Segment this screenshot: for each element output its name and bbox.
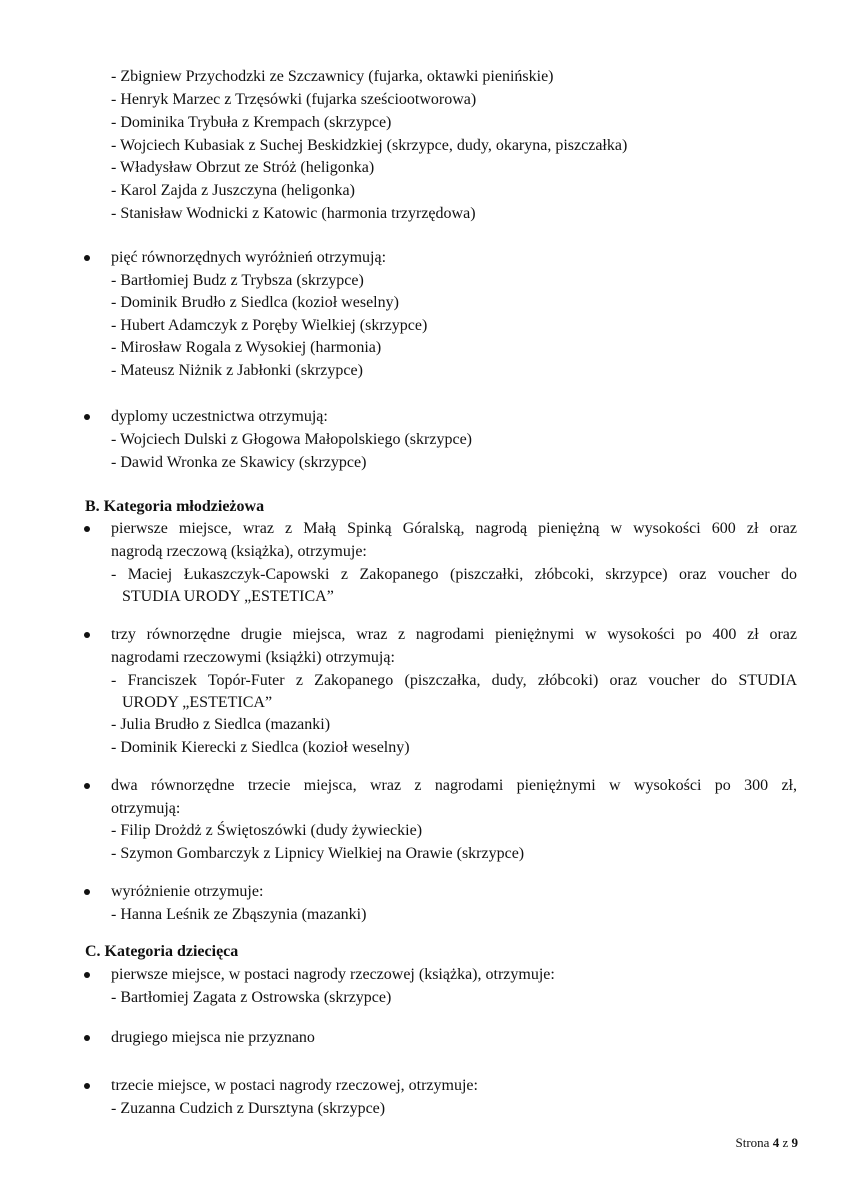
list-item: - Filip Drożdż z Świętoszówki (dudy żywieckie) — [111, 822, 423, 839]
list-item: - Julia Brudło z Siedlca (mazanki) — [111, 716, 331, 733]
paragraph-line: nagrodą rzeczową (książka), otrzymuje: — [111, 543, 367, 560]
list-item: - Dominik Kierecki z Siedlca (kozioł weselny) — [111, 739, 410, 756]
list-item: - Dominika Trybuła z Krempach (skrzypce) — [111, 114, 392, 131]
bullet-icon — [84, 255, 90, 261]
list-item-continuation: STUDIA URODY „ESTETICA” — [122, 588, 334, 605]
list-item: - Hanna Leśnik ze Zbąszynia (mazanki) — [111, 906, 367, 923]
bullet-heading: wyróżnienie otrzymuje: — [111, 883, 264, 900]
list-item: - Władysław Obrzut ze Stróż (heligonka) — [111, 159, 375, 176]
section-heading: B. Kategoria młodzieżowa — [85, 498, 265, 515]
bullet-icon — [84, 1083, 90, 1089]
bullet-icon — [84, 414, 90, 420]
paragraph-line: trzy równorzędne drugie miejsca, wraz z nagrodami pieniężnymi w wysokości po 400 zł oraz — [111, 626, 797, 643]
bullet-icon — [84, 526, 90, 532]
list-item: - Szymon Gombarczyk z Lipnicy Wielkiej na Orawie (skrzypce) — [111, 845, 525, 862]
paragraph-line: nagrodami rzeczowymi (książki) otrzymują: — [111, 649, 395, 666]
bullet-heading: trzecie miejsce, w postaci nagrody rzeczowej, otrzymuje: — [111, 1077, 478, 1094]
list-item: - Hubert Adamczyk z Poręby Wielkiej (skrzypce) — [111, 317, 428, 334]
bullet-icon — [84, 889, 90, 895]
list-item: - Bartłomiej Budz z Trybsza (skrzypce) — [111, 272, 364, 289]
list-item: - Wojciech Kubasiak z Suchej Beskidzkiej (skrzypce, dudy, okaryna, piszczałka) — [111, 137, 628, 154]
page-number — [736, 1135, 798, 1151]
list-item: - Mateusz Niżnik z Jabłonki (skrzypce) — [111, 362, 363, 379]
paragraph-line: otrzymują: — [111, 800, 181, 817]
list-item: - Bartłomiej Zagata z Ostrowska (skrzypce) — [111, 989, 392, 1006]
list-item: - Zuzanna Cudzich z Dursztyna (skrzypce) — [111, 1100, 386, 1117]
bullet-icon — [84, 783, 90, 789]
bullet-heading: dyplomy uczestnictwa otrzymują: — [111, 408, 328, 425]
list-item: - Stanisław Wodnicki z Katowic (harmonia trzyrzędowa) — [111, 205, 476, 222]
list-item: - Maciej Łukaszczyk-Capowski z Zakopanego (piszczałki, złóbcoki, skrzypce) oraz voucher do — [111, 566, 797, 583]
list-item: - Dominik Brudło z Siedlca (kozioł weselny) — [111, 294, 399, 311]
list-item: - Dawid Wronka ze Skawicy (skrzypce) — [111, 454, 367, 471]
bullet-icon — [84, 972, 90, 978]
list-item: - Mirosław Rogala z Wysokiej (harmonia) — [111, 339, 382, 356]
list-item: - Karol Zajda z Juszczyna (heligonka) — [111, 182, 355, 199]
section-heading: C. Kategoria dziecięca — [85, 943, 239, 960]
page-label: Strona — [735, 1135, 770, 1150]
bullet-icon — [84, 632, 90, 638]
page-separator: z — [782, 1135, 789, 1150]
list-item: - Wojciech Dulski z Głogowa Małopolskiego (skrzypce) — [111, 431, 472, 448]
current-page: 4 — [772, 1135, 780, 1150]
list-item: - Franciszek Topór-Futer z Zakopanego (piszczałka, dudy, złóbcoki) oraz voucher do STUDIA — [111, 672, 797, 689]
total-pages: 9 — [791, 1135, 798, 1150]
list-item: - Zbigniew Przychodzki ze Szczawnicy (fujarka, oktawki pienińskie) — [111, 68, 554, 85]
bullet-heading: pięć równorzędnych wyróżnień otrzymują: — [111, 249, 387, 266]
paragraph-line: pierwsze miejsce, wraz z Małą Spinką Góralską, nagrodą pieniężną w wysokości 600 zł oraz — [111, 520, 797, 537]
list-item-continuation: URODY „ESTETICA” — [122, 694, 273, 711]
bullet-heading: drugiego miejsca nie przyznano — [111, 1029, 315, 1046]
bullet-icon — [84, 1035, 90, 1041]
bullet-heading: pierwsze miejsce, w postaci nagrody rzeczowej (książka), otrzymuje: — [111, 966, 555, 983]
list-item: - Henryk Marzec z Trzęsówki (fujarka sześciootworowa) — [111, 91, 477, 108]
paragraph-line: dwa równorzędne trzecie miejsca, wraz z nagrodami pieniężnymi w wysokości po 300 zł, — [111, 777, 797, 794]
